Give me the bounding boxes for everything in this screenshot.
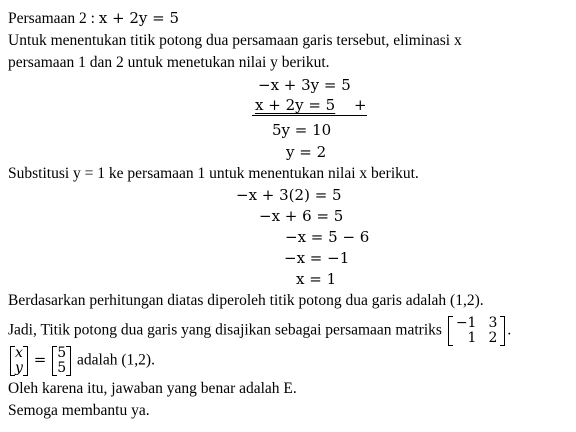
vector-equation bbox=[8, 346, 155, 376]
substitution-step-4: −x = −1 bbox=[284, 249, 350, 267]
elimination-row-1: −x + 3y = 5 bbox=[258, 76, 351, 94]
vector-equals: = bbox=[33, 350, 47, 369]
answer-text: Oleh karena itu, jawaban yang benar adalah E. bbox=[8, 380, 297, 397]
vector-cell: 5 bbox=[57, 345, 67, 361]
closing-text: Semoga membantu ya. bbox=[8, 402, 150, 419]
coefficient-matrix bbox=[448, 316, 506, 346]
intro-text-line-1: Untuk menentukan titik potong dua persamaan garis tersebut, eliminasi x bbox=[8, 32, 462, 49]
vector-cell: 5 bbox=[57, 360, 67, 376]
vector-cell: x bbox=[15, 345, 23, 361]
variable-vector bbox=[10, 346, 28, 376]
matrix-cell: 2 bbox=[488, 330, 498, 346]
equation-2-math: x + 2y = 5 bbox=[98, 9, 180, 27]
elimination-divider bbox=[252, 115, 367, 116]
equation-2-heading bbox=[8, 9, 179, 28]
matrix-cell: 1 bbox=[467, 330, 477, 346]
matrix-statement bbox=[8, 316, 511, 346]
vector-suffix: adalah (1,2). bbox=[77, 351, 155, 369]
matrix-cell: −1 bbox=[455, 315, 477, 331]
intro-text-line-2: persamaan 1 dan 2 untuk menetukan nilai y berikut. bbox=[8, 54, 330, 71]
elimination-result: 5y = 10 bbox=[272, 121, 332, 139]
substitution-step-2: −x + 6 = 5 bbox=[259, 207, 344, 225]
vector-cell: y bbox=[15, 360, 23, 376]
elimination-row-2: x + 2y = 5 bbox=[255, 96, 336, 114]
elimination-solution: y = 2 bbox=[286, 143, 327, 161]
substitution-step-3: −x = 5 − 6 bbox=[285, 228, 370, 246]
substitution-text: Substitusi y = 1 ke persamaan 1 untuk menentukan nilai x berikut. bbox=[8, 165, 419, 182]
substitution-step-1: −x + 3(2) = 5 bbox=[236, 186, 342, 204]
conclusion-text: Berdasarkan perhitungan diatas diperoleh titik potong dua garis adalah (1,2). bbox=[8, 292, 484, 309]
constant-vector bbox=[52, 346, 71, 376]
elimination-operator: + bbox=[354, 96, 367, 114]
equation-2-label: Persamaan 2 : bbox=[8, 10, 99, 27]
matrix-trailing-dot: . bbox=[507, 321, 512, 339]
substitution-step-5: x = 1 bbox=[296, 270, 337, 288]
matrix-statement-text: Jadi, Titik potong dua garis yang disajikan sebagai persamaan matriks bbox=[8, 321, 442, 339]
matrix-cell: 3 bbox=[488, 315, 498, 331]
